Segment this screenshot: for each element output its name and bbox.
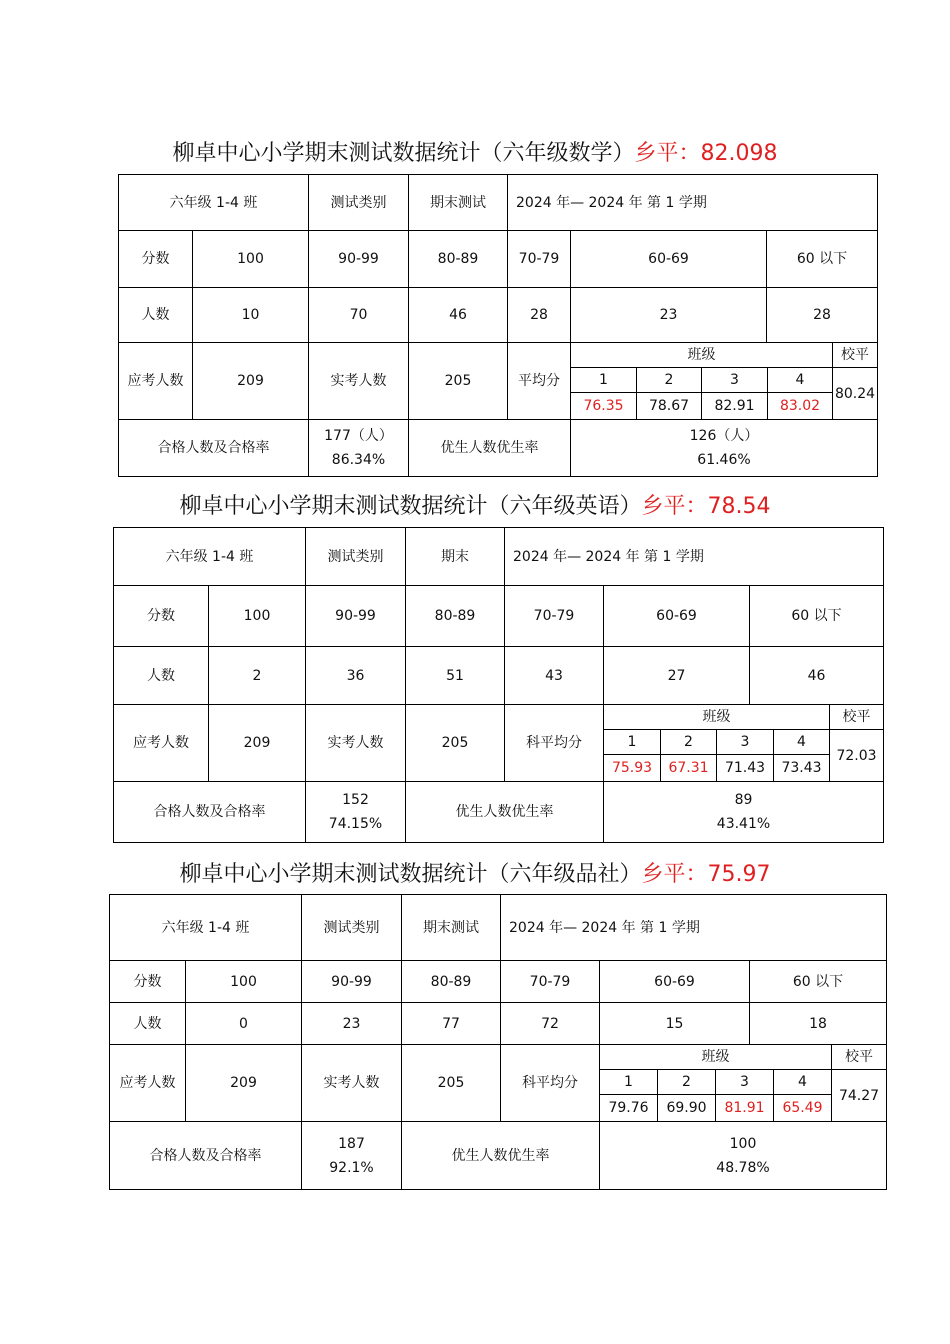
excellent-stats [571,420,877,476]
score-band: 60 以下 [750,961,886,1003]
expected-label: 应考人数 [114,705,209,782]
test-type: 期末 [406,528,505,586]
band-count: 43 [505,647,604,705]
score-label: 分数 [114,586,209,647]
band-count: 23 [571,288,767,343]
pass-stats [302,1122,402,1189]
band-count: 27 [604,647,750,705]
school-avg: 74.27 [832,1070,886,1122]
section-title [0,136,950,167]
township-average: 乡平：78.54 [641,494,771,519]
class-number: 3 [702,368,768,393]
pass-stats-line-2: 86.34% [331,452,386,468]
band-count: 51 [406,647,505,705]
band-count: 70 [309,288,409,343]
excellent-label: 优生人数优生率 [402,1122,600,1189]
class-average: 76.35 [571,393,637,420]
pass-stats [309,420,409,476]
township-average: 乡平：82.098 [634,141,778,166]
test-type-label: 测试类别 [306,528,406,586]
school-avg-label: 校平 [832,1045,886,1070]
class-range: 六年级 1-4 班 [110,895,302,961]
excellent-stats-line-1: 100 [729,1135,757,1152]
section-title-main: 柳卓中心小学期末测试数据统计（六年级英语） [179,494,642,519]
score-label: 分数 [119,231,193,288]
count-label: 人数 [119,288,193,343]
township-average: 乡平：75.97 [641,862,771,887]
excellent-label: 优生人数优生率 [409,420,571,476]
score-band: 100 [186,961,302,1003]
actual-label: 实考人数 [306,705,406,782]
score-band: 60 以下 [750,586,883,647]
class-average: 81.91 [716,1095,774,1122]
class-number: 4 [768,368,833,393]
average-label: 平均分 [508,343,571,420]
pass-label: 合格人数及合格率 [119,420,309,476]
score-band: 80-89 [409,231,508,288]
class-range: 六年级 1-4 班 [119,175,309,231]
test-type: 期末测试 [409,175,508,231]
stats-table [118,174,878,477]
band-count: 0 [186,1003,302,1045]
class-average: 83.02 [768,393,833,420]
pass-label: 合格人数及合格率 [110,1122,302,1189]
class-number: 1 [604,730,661,755]
pass-label: 合格人数及合格率 [114,782,306,842]
class-average: 79.76 [600,1095,658,1122]
score-band: 90-99 [309,231,409,288]
test-type: 期末测试 [402,895,501,961]
band-count: 18 [750,1003,886,1045]
actual-label: 实考人数 [309,343,409,420]
class-average: 69.90 [658,1095,716,1122]
score-band: 90-99 [302,961,402,1003]
pass-stats-line-2: 92.1% [329,1159,374,1176]
pass-stats-line-2: 74.15% [328,816,383,832]
excellent-label: 优生人数优生率 [406,782,604,842]
score-band: 80-89 [402,961,501,1003]
stats-table [113,527,884,843]
average-label: 科平均分 [505,705,604,782]
score-band: 60 以下 [767,231,877,288]
school-avg-label: 校平 [833,343,877,368]
score-band: 100 [193,231,309,288]
pass-stats-line-1: 187 [338,1135,365,1152]
school-avg-label: 校平 [830,705,883,730]
class-number: 3 [716,1070,774,1095]
score-band: 60-69 [571,231,767,288]
band-count: 28 [508,288,571,343]
band-count: 23 [302,1003,402,1045]
class-number: 3 [717,730,774,755]
class-number: 2 [637,368,702,393]
pass-stats-line-1: 177（人） [324,428,393,444]
band-count: 46 [750,647,883,705]
score-band: 80-89 [406,586,505,647]
expected-count: 209 [209,705,306,782]
expected-count: 209 [186,1045,302,1122]
test-type-label: 测试类别 [302,895,402,961]
band-count: 46 [409,288,508,343]
actual-count: 205 [409,343,508,420]
class-average: 67.31 [661,755,717,782]
excellent-stats-line-2: 48.78% [716,1159,770,1176]
excellent-stats-line-2: 43.41% [716,816,771,832]
class-average: 65.49 [774,1095,832,1122]
class-average: 78.67 [637,393,702,420]
excellent-stats-line-1: 126（人） [689,428,759,444]
class-number: 4 [774,1070,832,1095]
band-count: 36 [306,647,406,705]
section-title-main: 柳卓中心小学期末测试数据统计（六年级数学） [172,141,635,166]
score-band: 60-69 [604,586,750,647]
term: 2024 年— 2024 年 第 1 学期 [508,175,877,231]
band-count: 10 [193,288,309,343]
score-band: 70-79 [501,961,600,1003]
band-count: 15 [600,1003,750,1045]
class-number: 2 [661,730,717,755]
score-band: 70-79 [508,231,571,288]
pass-stats-line-1: 152 [342,792,369,808]
band-count: 72 [501,1003,600,1045]
excellent-stats [600,1122,886,1189]
school-avg: 72.03 [830,730,883,782]
class-average: 75.93 [604,755,661,782]
actual-count: 205 [406,705,505,782]
count-label: 人数 [114,647,209,705]
band-count: 28 [767,288,877,343]
test-type-label: 测试类别 [309,175,409,231]
term: 2024 年— 2024 年 第 1 学期 [501,895,886,961]
section-title [0,857,950,888]
class-number: 1 [600,1070,658,1095]
average-label: 科平均分 [501,1045,600,1122]
expected-count: 209 [193,343,309,420]
actual-count: 205 [402,1045,501,1122]
expected-label: 应考人数 [110,1045,186,1122]
band-count: 2 [209,647,306,705]
expected-label: 应考人数 [119,343,193,420]
stats-table [109,894,887,1190]
class-header: 班级 [600,1045,832,1070]
score-label: 分数 [110,961,186,1003]
class-average: 82.91 [702,393,768,420]
score-band: 70-79 [505,586,604,647]
school-avg: 80.24 [833,368,877,420]
section-title [0,489,950,520]
count-label: 人数 [110,1003,186,1045]
class-average: 73.43 [774,755,830,782]
actual-label: 实考人数 [302,1045,402,1122]
term: 2024 年— 2024 年 第 1 学期 [505,528,883,586]
class-number: 4 [774,730,830,755]
excellent-stats [604,782,883,842]
excellent-stats-line-2: 61.46% [697,452,751,468]
excellent-stats-line-1: 89 [734,792,753,808]
class-average: 71.43 [717,755,774,782]
section-title-main: 柳卓中心小学期末测试数据统计（六年级品社） [179,862,642,887]
pass-stats [306,782,406,842]
score-band: 90-99 [306,586,406,647]
score-band: 60-69 [600,961,750,1003]
score-band: 100 [209,586,306,647]
class-range: 六年级 1-4 班 [114,528,306,586]
class-number: 2 [658,1070,716,1095]
class-number: 1 [571,368,637,393]
band-count: 77 [402,1003,501,1045]
class-header: 班级 [571,343,833,368]
class-header: 班级 [604,705,830,730]
